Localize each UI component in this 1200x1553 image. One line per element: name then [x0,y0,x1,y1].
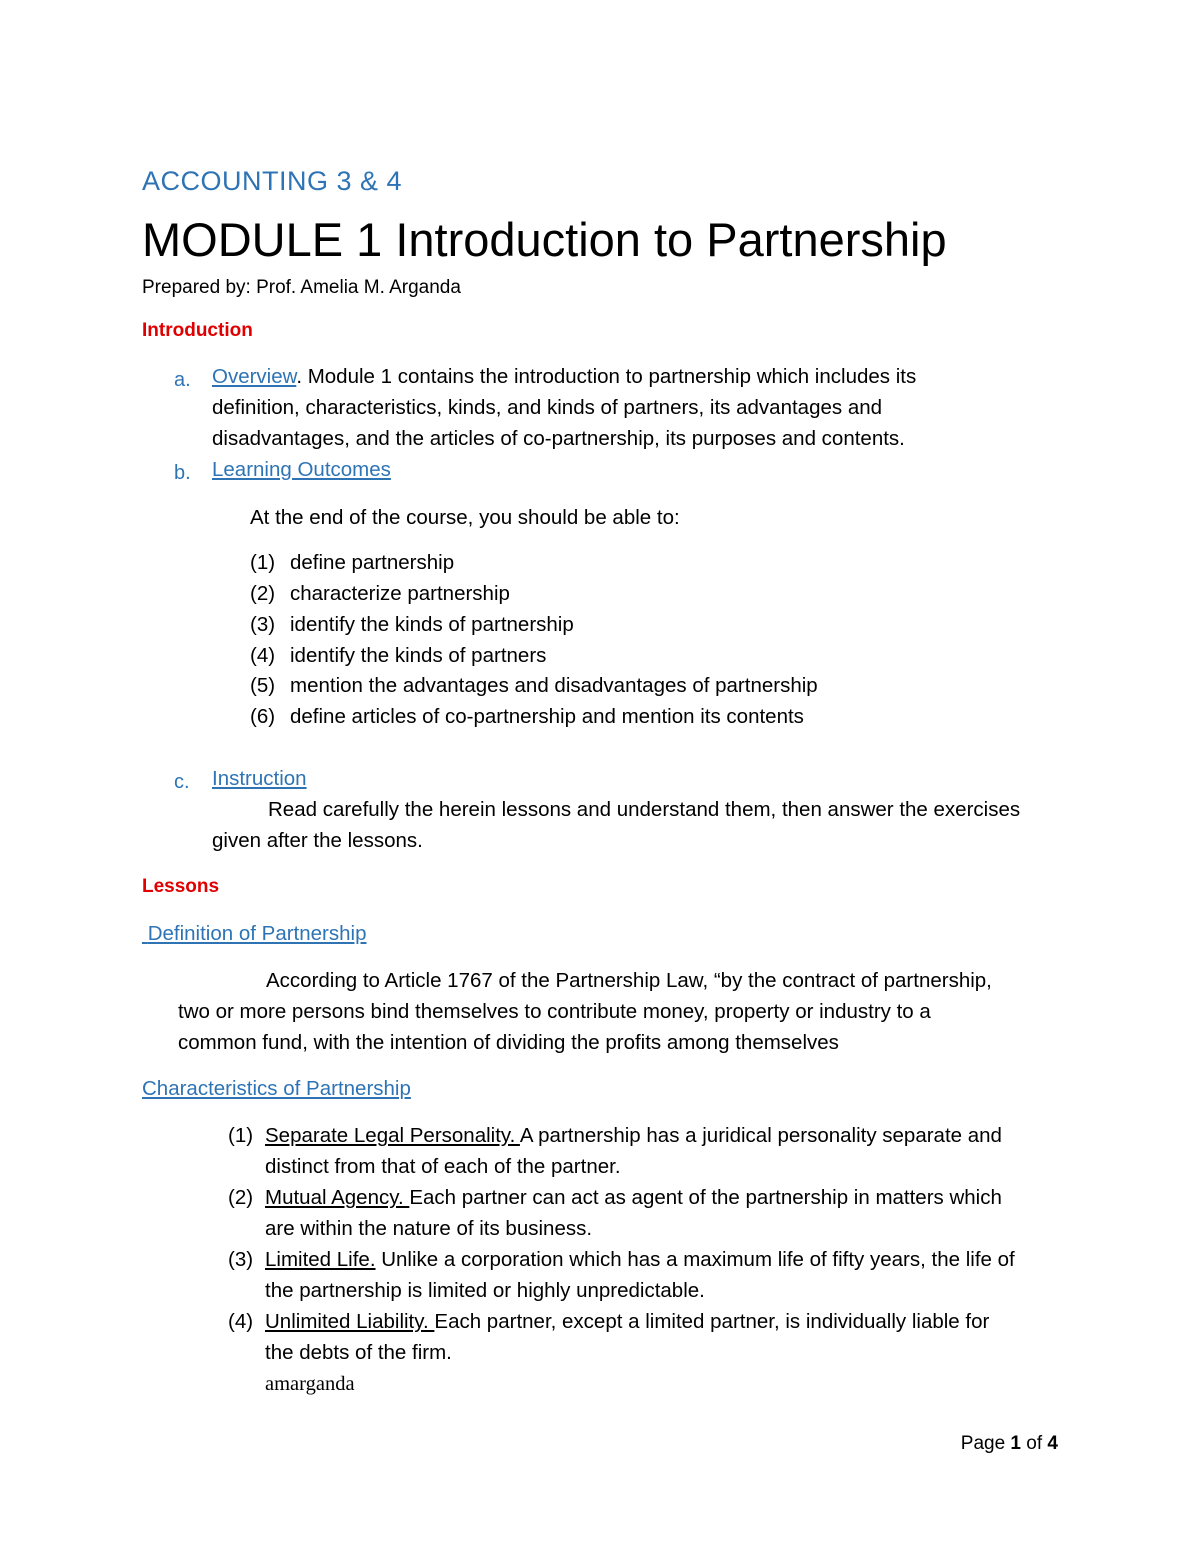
page-footer: Page 1 of 4 [960,1433,1058,1454]
outcome-item: (6) define articles of co-partnership and mention its contents [250,705,804,728]
characteristics-heading: Characteristics of Partnership [142,1077,411,1100]
characteristic-item-line2: the debts of the firm. [265,1341,452,1364]
overview-link[interactable]: Overview [212,365,297,388]
characteristic-item: (1) Separate Legal Personality. A partnership has a juridical personality separate and [228,1124,1002,1147]
instruction-link[interactable]: Instruction [212,767,307,790]
definition-text-line: two or more persons bind themselves to contribute money, property or industry to a [178,1000,931,1023]
overview-text-line: . Module 1 contains the introduction to partnership which includes its [296,365,917,388]
characteristic-item: (3) Limited Life. Unlike a corporation which has a maximum life of fifty years, the life of [228,1248,1015,1271]
definition-text-line: According to Article 1767 of the Partnership Law, “by the contract of partnership, [266,969,992,992]
characteristic-item-line2: are within the nature of its business. [265,1217,593,1240]
learning-outcomes-link[interactable]: Learning Outcomes [212,458,391,481]
outcome-item: (4) identify the kinds of partners [250,644,547,667]
characteristic-item: (4) Unlimited Liability. Each partner, except a limited partner, is individually liable for [228,1310,990,1333]
list-marker: b. [174,462,191,484]
instruction-text-line: given after the lessons. [212,829,423,852]
list-marker: a. [174,369,191,391]
characteristic-item-line2: distinct from that of each of the partner. [265,1155,621,1178]
outcome-item: (3) identify the kinds of partnership [250,613,574,636]
author-signature: amarganda [265,1373,355,1395]
prepared-by: Prepared by: Prof. Amelia M. Arganda [142,277,461,298]
page-number: 1 [1010,1433,1021,1454]
outcome-item: (2) characterize partnership [250,582,510,605]
outcomes-intro: At the end of the course, you should be able to: [250,506,680,529]
overview-text-line: disadvantages, and the articles of co-partnership, its purposes and contents. [212,427,905,450]
lessons-heading: Lessons [142,876,220,897]
module-title: MODULE 1 Introduction to Partnership [142,213,947,266]
list-marker: c. [174,771,190,793]
instruction-text-line: Read carefully the herein lessons and understand them, then answer the exercises [268,798,1021,821]
overview-text-line: definition, characteristics, kinds, and kinds of partners, its advantages and [212,396,883,419]
definition-text-line: common fund, with the intention of dividing the profits among themselves [178,1031,839,1054]
outcome-item: (5) mention the advantages and disadvantages of partnership [250,674,818,697]
page-total: 4 [1047,1433,1058,1454]
introduction-heading: Introduction [142,320,253,341]
characteristic-item-line2: the partnership is limited or highly unpredictable. [265,1279,705,1302]
course-title: ACCOUNTING 3 & 4 [142,166,403,196]
definition-heading: Definition of Partnership [147,922,367,945]
characteristic-item: (2) Mutual Agency. Each partner can act as agent of the partnership in matters which [228,1186,1002,1209]
outcome-item: (1) define partnership [250,551,455,574]
